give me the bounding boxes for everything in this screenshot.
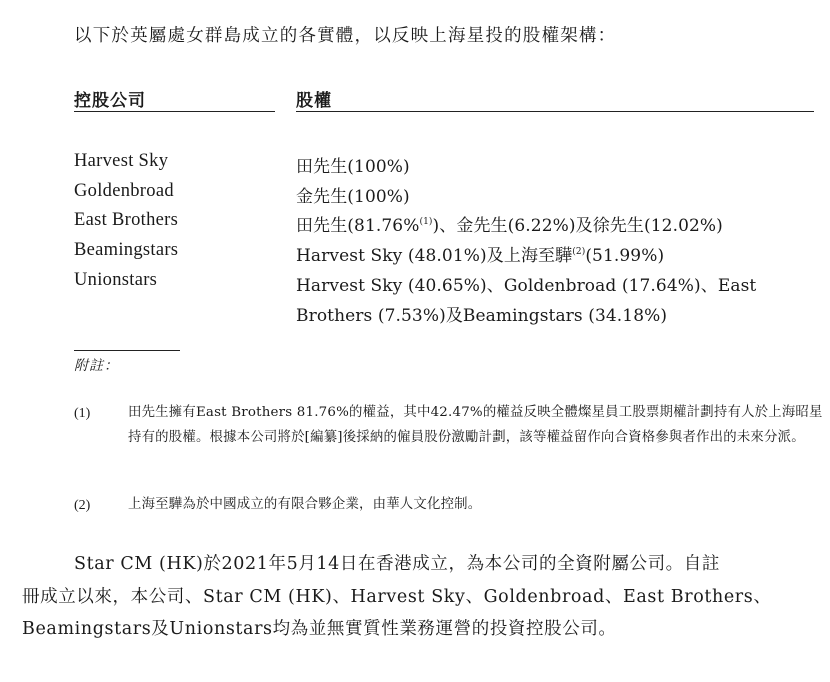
ownership-harvest-sky: 田先生(100%)	[296, 157, 410, 177]
entity-harvest-sky: Harvest Sky	[74, 151, 169, 171]
footnote-ref-2: (2)	[572, 247, 586, 257]
footnote-ref-1: (1)	[419, 217, 433, 227]
ownership-beamingstars: Harvest Sky (48.01%)及上海至驊$^{(2)}$(51.99%)	[296, 246, 665, 266]
intro-text: 以下於英屬處女群島成立的各實體，以反映上海星投的股權架構：	[74, 26, 617, 46]
ownership-unionstars-line-1: Harvest Sky (40.65%)、Goldenbroad (17.64%)、East	[296, 276, 757, 296]
paragraph-line-1: Star CM (HK)於2021年5月14日在香港成立，為本公司的全資附屬公司。自註	[74, 554, 720, 574]
footnote-2-number: (2)	[74, 498, 91, 513]
entity-goldenbroad: Goldenbroad	[74, 181, 174, 201]
entity-beamingstars: Beamingstars	[74, 240, 179, 260]
ownership-unionstars-line-2: Brothers (7.53%)及Beamingstars (34.18%)	[296, 306, 668, 326]
footnote-1-number: (1)	[74, 406, 91, 421]
notes-title: 附註：	[74, 358, 119, 374]
footnote-2-text: 上海至驊為於中國成立的有限合夥企業，由華人文化控制。	[128, 497, 482, 512]
notes-divider	[74, 350, 180, 351]
paragraph-line-2: 冊成立以來，本公司、Star CM (HK)、Harvest Sky、Goldenbroad、East Brothers、	[22, 587, 772, 607]
entity-east-brothers: East Brothers	[74, 210, 179, 230]
ownership-goldenbroad: 金先生(100%)	[296, 187, 410, 207]
footnote-1-text: 田先生擁有East Brothers 81.76%的權益，其中42.47%的權益反映全體燦星員工股票期權計劃持有人於上海昭星持有的股權。根據本公司將於[編纂]後採納的僱員股份激勵計劃，該等權益留作向合資格參與者作出的未來分派。	[128, 405, 823, 445]
header-rule-equity	[296, 111, 814, 112]
entity-unionstars: Unionstars	[74, 270, 158, 290]
header-equity: 股權	[296, 91, 332, 111]
paragraph-line-3: Beamingstars及Unionstars均為並無實質性業務運營的投資控股公司。	[22, 619, 617, 639]
ownership-east-brothers: 田先生(81.76%$^{(1)}$)、金先生(6.22%)及徐先生(12.02%)	[296, 216, 723, 236]
header-holding-company: 控股公司	[74, 91, 146, 111]
header-rule-company	[74, 111, 275, 112]
